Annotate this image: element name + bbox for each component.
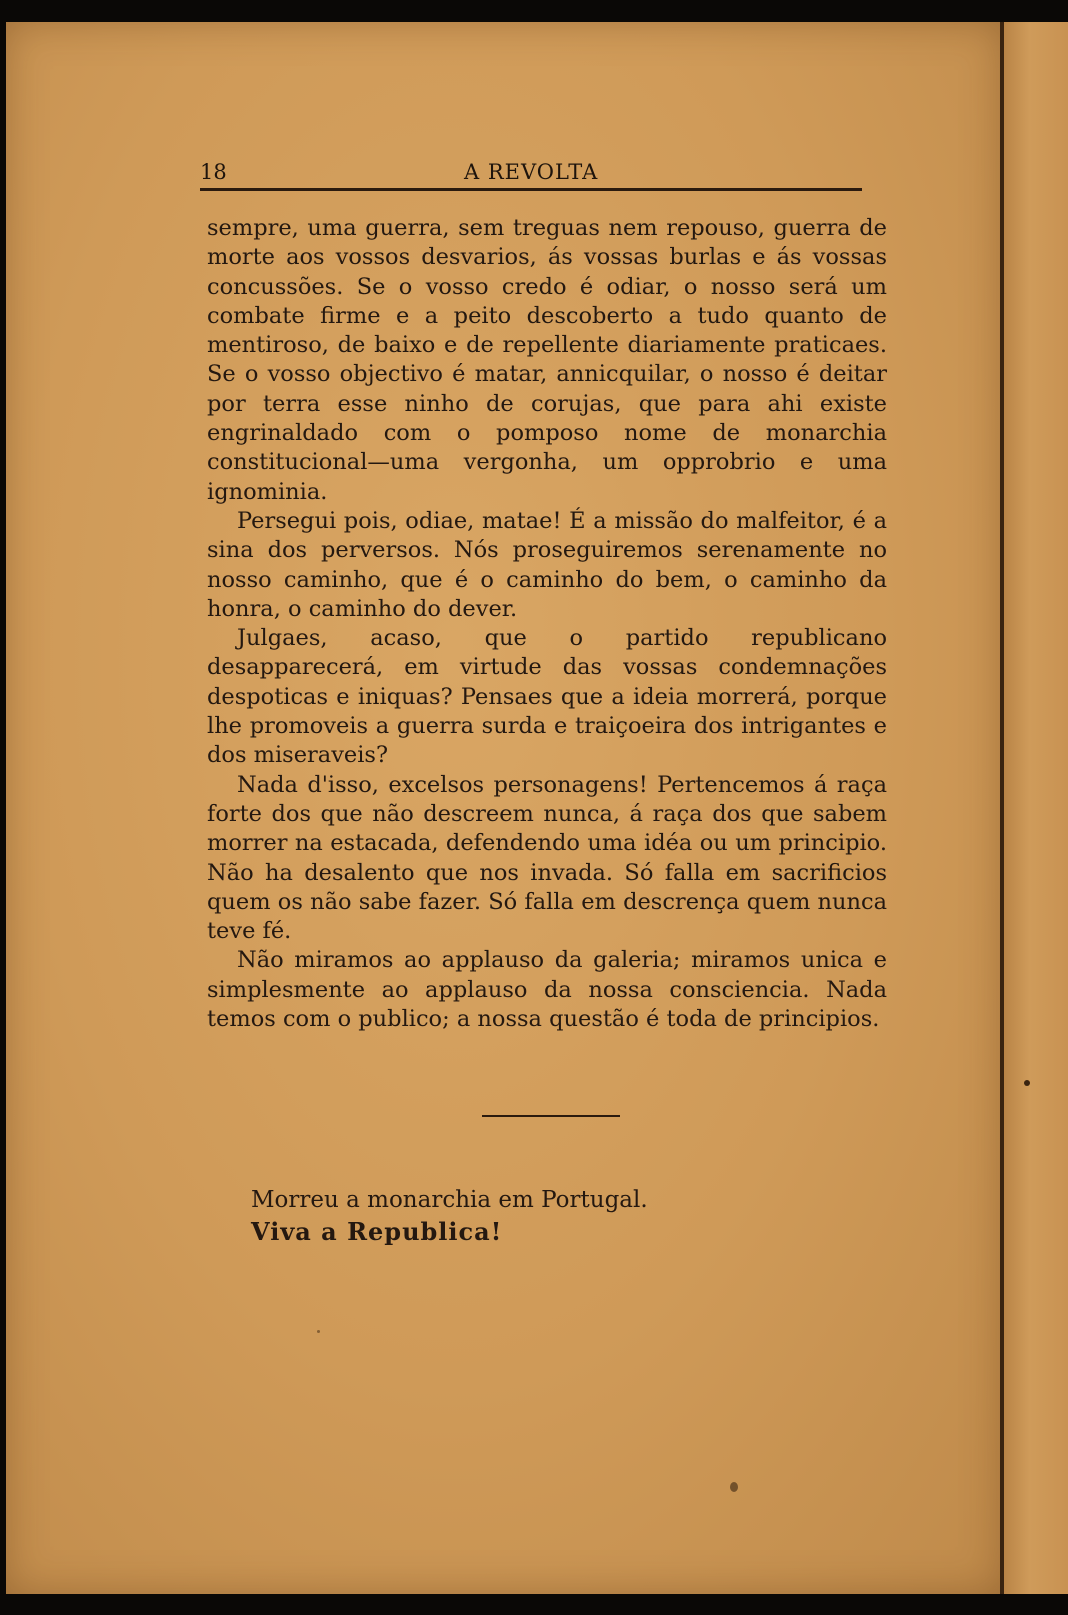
paragraph-1: sempre, uma guerra, sem treguas nem repouso, guerra de morte aos vossos desvarios, ás vossas burlas e ás vossas concussões. Se o vosso credo é odiar, o nosso será um combate firme e a peito descoberto a tudo quanto de mentiroso, de baixo e de repellente diariamente praticaes. Se o vosso objectivo é matar, annicquilar, o nosso é deitar por terra esse ninho de corujas, que para ahi existe engrinaldado com o pomposo nome de monarchia constitucional—uma vergonha, um opprobrio e uma ignominia. — [207, 215, 887, 505]
paragraph-2: Persegui pois, odiae, matae! É a missão do malfeitor, é a sina dos perversos. Nós proseguiremos serenamente no nosso caminho, que é o caminho do bem, o caminho da honra, o caminho do dever. — [207, 507, 887, 622]
closing-line-2: Viva a Republica! — [251, 1217, 503, 1246]
paragraph-3: Julgaes, acaso, que o partido republicano desapparecerá, em virtude das vossas condemnações despoticas e iniquas? Pensaes que a ideia morrerá, porque lhe promoveis a guerra surda e traiçoeira dos intrigantes e dos miseraveis? — [207, 625, 887, 769]
paper-speck — [730, 1482, 738, 1492]
paper-speck — [1024, 1080, 1030, 1086]
running-title: A REVOLTA — [464, 160, 599, 184]
section-separator — [482, 1115, 620, 1117]
closing-line-1: Morreu a monarchia em Portugal. — [251, 1187, 648, 1213]
paragraph-5: Não miramos ao applauso da galeria; miramos unica e simplesmente ao applauso da nossa consciencia. Nada temos com o publico; a nossa questão é toda de principios. — [207, 947, 887, 1033]
adjacent-page-edge — [1004, 22, 1068, 1594]
header-rule — [200, 188, 862, 191]
article-body — [207, 214, 887, 1034]
closing-block — [251, 1185, 851, 1249]
paragraph-4: Nada d'isso, excelsos personagens! Pertencemos á raça forte dos que não descreem nunca, á raça dos que sabem morrer na estacada, defendendo uma idéa ou um principio. Não ha desalento que nos invada. Só falla em sacrificios quem os não sabe fazer. Só falla em descrença quem nunca teve fé. — [207, 771, 887, 945]
paper-speck — [317, 1330, 320, 1333]
page-number: 18 — [200, 160, 227, 184]
